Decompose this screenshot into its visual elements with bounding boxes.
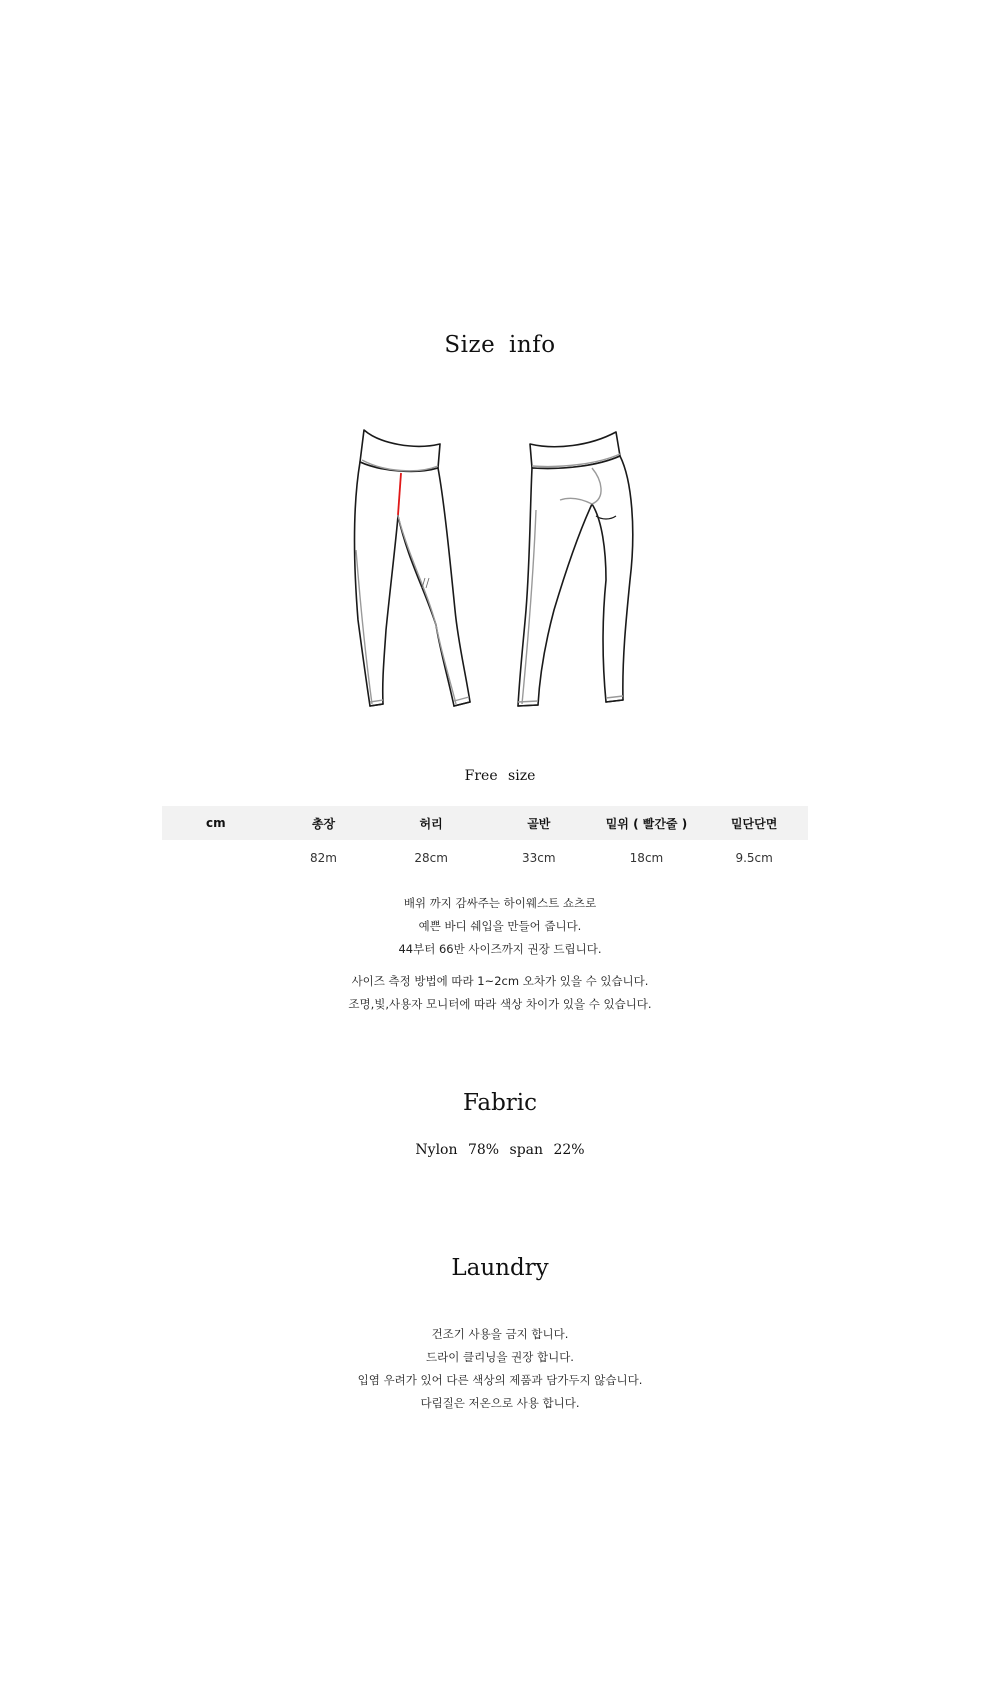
table-cell-hip: 33cm: [522, 851, 556, 865]
table-cell-waist: 28cm: [414, 851, 448, 865]
laundry-line: 입염 우려가 있어 다른 색상의 제품과 담가두지 않습니다.: [357, 1373, 643, 1387]
note-line: 조명,빛,사용자 모니터에 따라 색상 차이가 있을 수 있습니다.: [348, 997, 652, 1011]
size-table-header-rise: 밑위 ( 빨간줄 ): [593, 806, 701, 840]
table-cell-unit: [162, 840, 270, 876]
size-table-header-total-length: 총장: [270, 806, 378, 840]
free-size-label: Free size: [464, 768, 536, 784]
table-cell-hem: 9.5cm: [735, 851, 773, 865]
description-line: 44부터 66반 사이즈까지 권장 드립니다.: [398, 942, 602, 956]
note-line: 사이즈 측정 방법에 따라 1~2cm 오차가 있을 수 있습니다.: [351, 974, 649, 988]
size-table-header-hem: 밑단단면: [700, 806, 808, 840]
size-notes: [0, 970, 1000, 1016]
description-line: 예쁜 바디 쉐입을 만들어 줍니다.: [418, 919, 582, 933]
table-cell-total-length: 82m: [310, 851, 337, 865]
laundry-instructions: [0, 1323, 1000, 1415]
size-table-header-hip: 골반: [485, 806, 593, 840]
table-cell-rise: 18cm: [629, 851, 664, 865]
leggings-back-icon: [518, 432, 633, 706]
size-info-title: Size info: [444, 332, 556, 358]
laundry-title: Laundry: [451, 1255, 549, 1281]
size-table-header-waist: 허리: [377, 806, 485, 840]
product-description: [0, 892, 1000, 961]
size-table: [162, 806, 808, 876]
size-table-header-unit: cm: [162, 806, 270, 840]
laundry-line: 건조기 사용을 금지 합니다.: [431, 1327, 569, 1341]
laundry-line: 다림질은 저온으로 사용 합니다.: [420, 1396, 580, 1410]
table-row: [162, 840, 808, 876]
laundry-line: 드라이 클리닝을 권장 합니다.: [426, 1350, 574, 1364]
size-table-header-row: [162, 806, 808, 840]
fabric-title: Fabric: [462, 1090, 538, 1116]
leggings-illustration: [340, 420, 660, 725]
fabric-composition: Nylon 78% span 22%: [415, 1142, 585, 1158]
description-line: 배위 까지 감싸주는 하이웨스트 쇼츠로: [403, 896, 597, 910]
